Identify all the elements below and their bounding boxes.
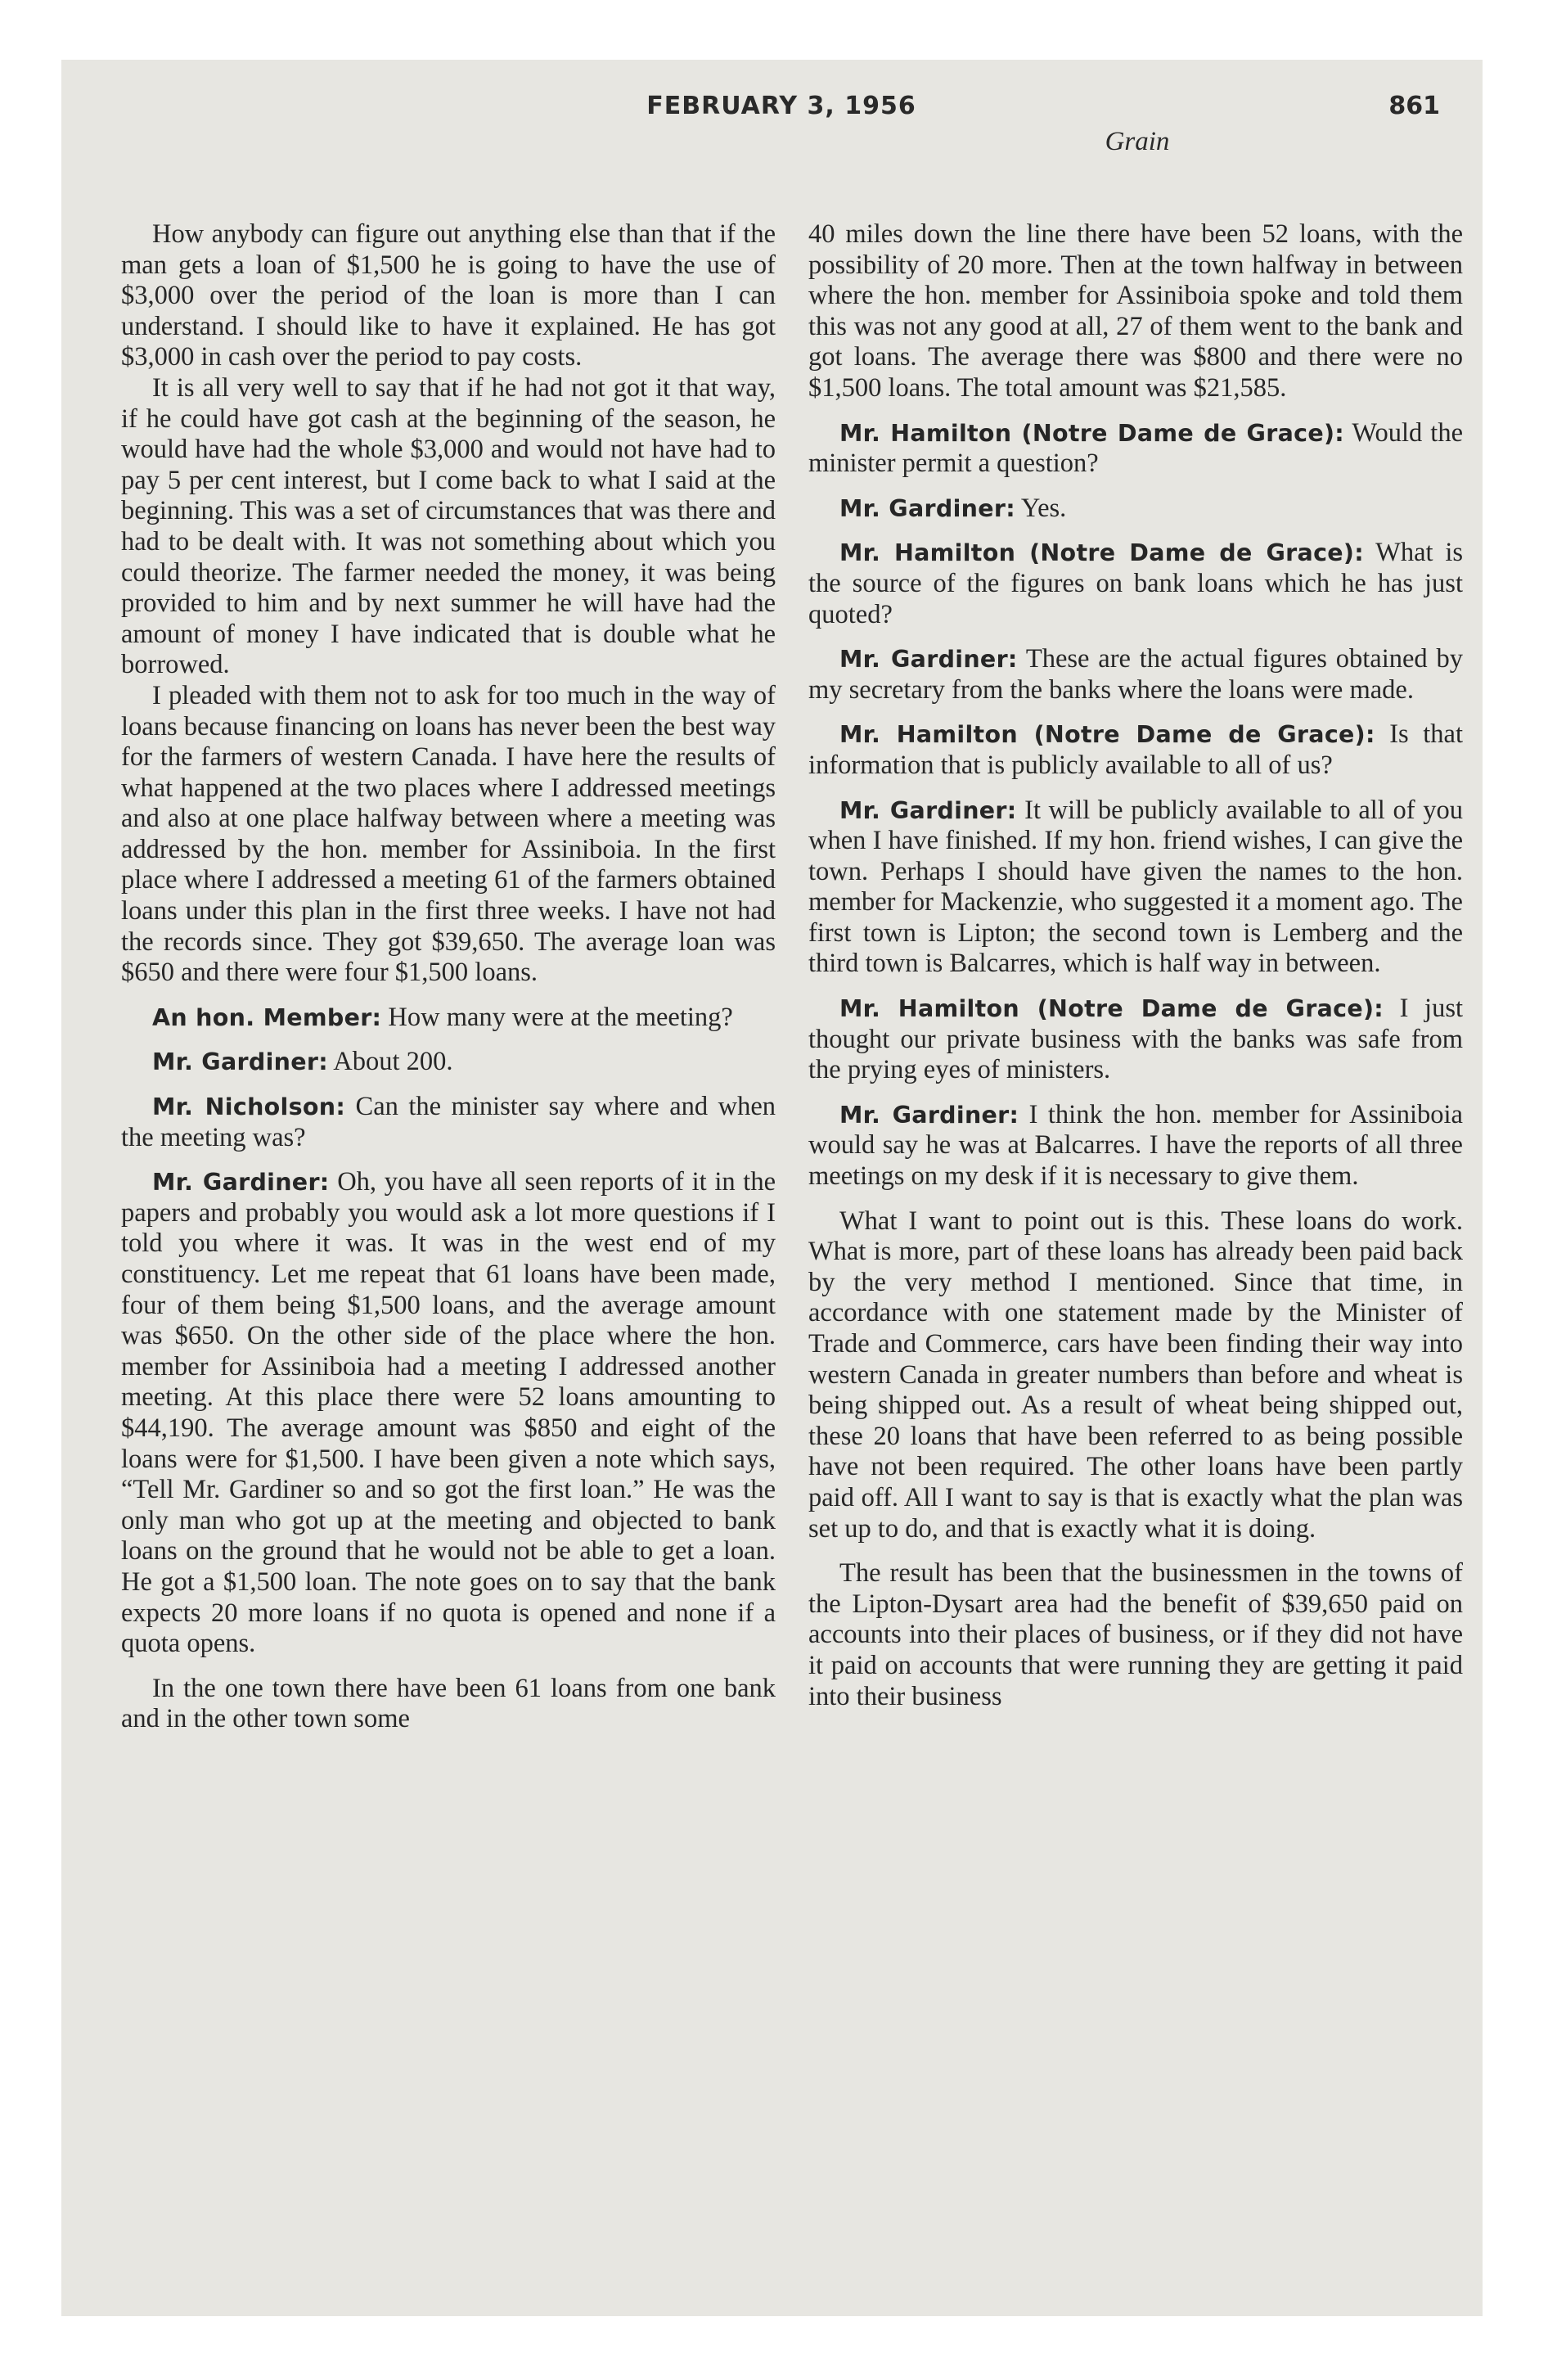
paragraph-text: The result has been that the businessmen in the towns of the Lipton-Dysart area had the benefit of $39,650 paid on accounts into their places of business, or if they did not have it paid on accounts that were running they are getting it paid into their business xyxy=(808,1558,1463,1711)
speaker-name: Mr. Gardiner: xyxy=(152,1169,330,1197)
speech-paragraph xyxy=(808,494,1463,525)
speech-text: I think the hon. member for Assiniboia would say he was at Balcarres. I have the reports of all three meetings on my desk if it is necessary to give them. xyxy=(808,1099,1463,1192)
paragraph xyxy=(121,1674,776,1735)
paragraph xyxy=(121,681,776,989)
paragraph xyxy=(121,219,776,373)
speech-paragraph xyxy=(121,1092,776,1153)
page-number: 861 xyxy=(1388,92,1440,120)
speech-text: How many were at the meeting? xyxy=(388,1002,733,1032)
speech-paragraph xyxy=(121,1167,776,1660)
speech-paragraph xyxy=(808,994,1463,1086)
speaker-name: Mr. Hamilton (Notre Dame de Grace): xyxy=(839,995,1384,1023)
speech-text: I just thought our private business with the banks was safe from the prying eyes of ministers. xyxy=(808,994,1464,1085)
speaker-name: Mr. Gardiner: xyxy=(839,1101,1019,1129)
speech-paragraph xyxy=(808,1100,1463,1192)
speech-paragraph xyxy=(808,796,1463,980)
speech-text: Can the minister say where and when the meeting was? xyxy=(121,1092,776,1152)
paragraph xyxy=(808,1558,1463,1712)
paragraph-text: In the one town there have been 61 loans from one bank and in the other town some xyxy=(121,1673,776,1734)
speech-paragraph xyxy=(121,1003,776,1034)
paragraph-text: 40 miles down the line there have been 52 loans, with the possibility of 20 more. Then at the town halfway in between where the hon. member for Assiniboia spoke and told them this was not any good at all, 27 of them went to the bank and got loans. The average there was $800 and there were no $1,500 loans. The total amount was $21,585. xyxy=(808,219,1463,403)
paragraph-text: I pleaded with them not to ask for too much in the way of loans because financing on loans has never been the best way for the farmers of western Canada. I have here the results of what happened at the two places where I addressed meetings and also at one place halfway between where a meeting was addressed by the hon. member for Assiniboia. In the first place where I addressed a meeting 61 of the farmers obtained loans under this plan in the first three weeks. I have not had the records since. They got $39,650. The average loan was $650 and there were four $1,500 loans. xyxy=(121,680,776,988)
paragraph xyxy=(808,1206,1463,1545)
speech-paragraph xyxy=(121,1047,776,1078)
speech-text: Yes. xyxy=(1020,493,1067,523)
speaker-name: Mr. Hamilton (Notre Dame de Grace): xyxy=(839,419,1344,447)
paragraph-text: What I want to point out is this. These loans do work. What is more, part of these loans has already been paid back by the very method I mentioned. Since that time, in accordance with one statement made by the Minister of Trade and Commerce, cars have been finding their way into western Canada in greater numbers than before and wheat is being shipped out. As a result of wheat being shipped out, these 20 loans that have been referred to as being possible have not been required. The other loans have been partly paid off. All I want to say is that is exactly what the plan was set up to do, and that is exactly what it is doing. xyxy=(808,1206,1463,1544)
speaker-name: Mr. Gardiner: xyxy=(839,494,1015,522)
speech-text: Is that information that is publicly available to all of us? xyxy=(808,719,1463,780)
speech-paragraph xyxy=(808,644,1463,705)
left-column xyxy=(121,219,776,1735)
speaker-name: Mr. Gardiner: xyxy=(152,1048,328,1076)
speaker-name: Mr. Hamilton (Notre Dame de Grace): xyxy=(839,539,1364,567)
header-date: FEBRUARY 3, 1956 xyxy=(646,92,916,120)
right-column xyxy=(808,219,1463,1712)
paragraph xyxy=(808,219,1463,404)
speech-paragraph xyxy=(808,418,1463,480)
speech-text: Would the minister permit a question? xyxy=(808,417,1463,479)
speech-text: Oh, you have all seen reports of it in the papers and probably you would ask a lot more questions if I told you where it was. It was in the west end of my constituency. Let me repeat that 61 loans have been made, four of them being $1,500 loans, and the average amount was $650. On the other side of the place where the hon. member for Assiniboia had a meeting I addressed another meeting. At this place there were 52 loans amounting to $44,190. The average amount was $850 and eight of the loans were for $1,500. I have been given a note which says, “Tell Mr. Gardiner so and so got the first loan.” He was the only man who got up at the meeting and objected to bank loans on the ground that he would not be able to get a loan. He got a $1,500 loan. The note goes on to say that the bank expects 20 more loans if no quota is opened and none if a quota opens. xyxy=(121,1167,776,1659)
speech-paragraph xyxy=(808,538,1463,630)
speaker-name: Mr. Hamilton (Notre Dame de Grace): xyxy=(839,721,1375,749)
speech-paragraph xyxy=(808,719,1463,781)
speaker-name: Mr. Gardiner: xyxy=(839,646,1018,674)
speaker-name: Mr. Nicholson: xyxy=(152,1093,346,1121)
speaker-name: Mr. Gardiner: xyxy=(839,796,1017,824)
section-title: Grain xyxy=(1105,127,1170,156)
speech-text: These are the actual figures obtained by my secretary from the banks where the loans were made. xyxy=(808,644,1463,705)
speech-text: What is the source of the figures on bank loans which he has just quoted? xyxy=(808,538,1463,629)
speaker-name: An hon. Member: xyxy=(152,1003,382,1031)
paragraph-text: How anybody can figure out anything else than that if the man gets a loan of $1,500 he is going to have the use of $3,000 over the period of the loan is more than I can understand. I should like to have it explained. He has got $3,000 in cash over the period to pay costs. xyxy=(121,219,776,372)
speech-text: About 200. xyxy=(333,1047,453,1077)
speech-text: It will be publicly available to all of you when I have finished. If my hon. friend wishes, I can give the town. Perhaps I should have given the names to the hon. member for Mackenzie, who suggested it a moment ago. The first town is Lipton; the second town is Lemberg and the third town is Balcarres, which is half way in between. xyxy=(808,795,1463,979)
paragraph-text: It is all very well to say that if he had not got it that way, if he could have got cash at the beginning of the season, he would have had the whole $3,000 and would not have had to pay 5 per cent interest, but I come back to what I said at the beginning. This was a set of circumstances that was there and had to be dealt with. It was not something about which you could theorize. The farmer needed the money, it was being provided to him and by next summer he will have had the amount of money I have indicated that is double what he borrowed. xyxy=(121,372,776,680)
paragraph xyxy=(121,373,776,681)
